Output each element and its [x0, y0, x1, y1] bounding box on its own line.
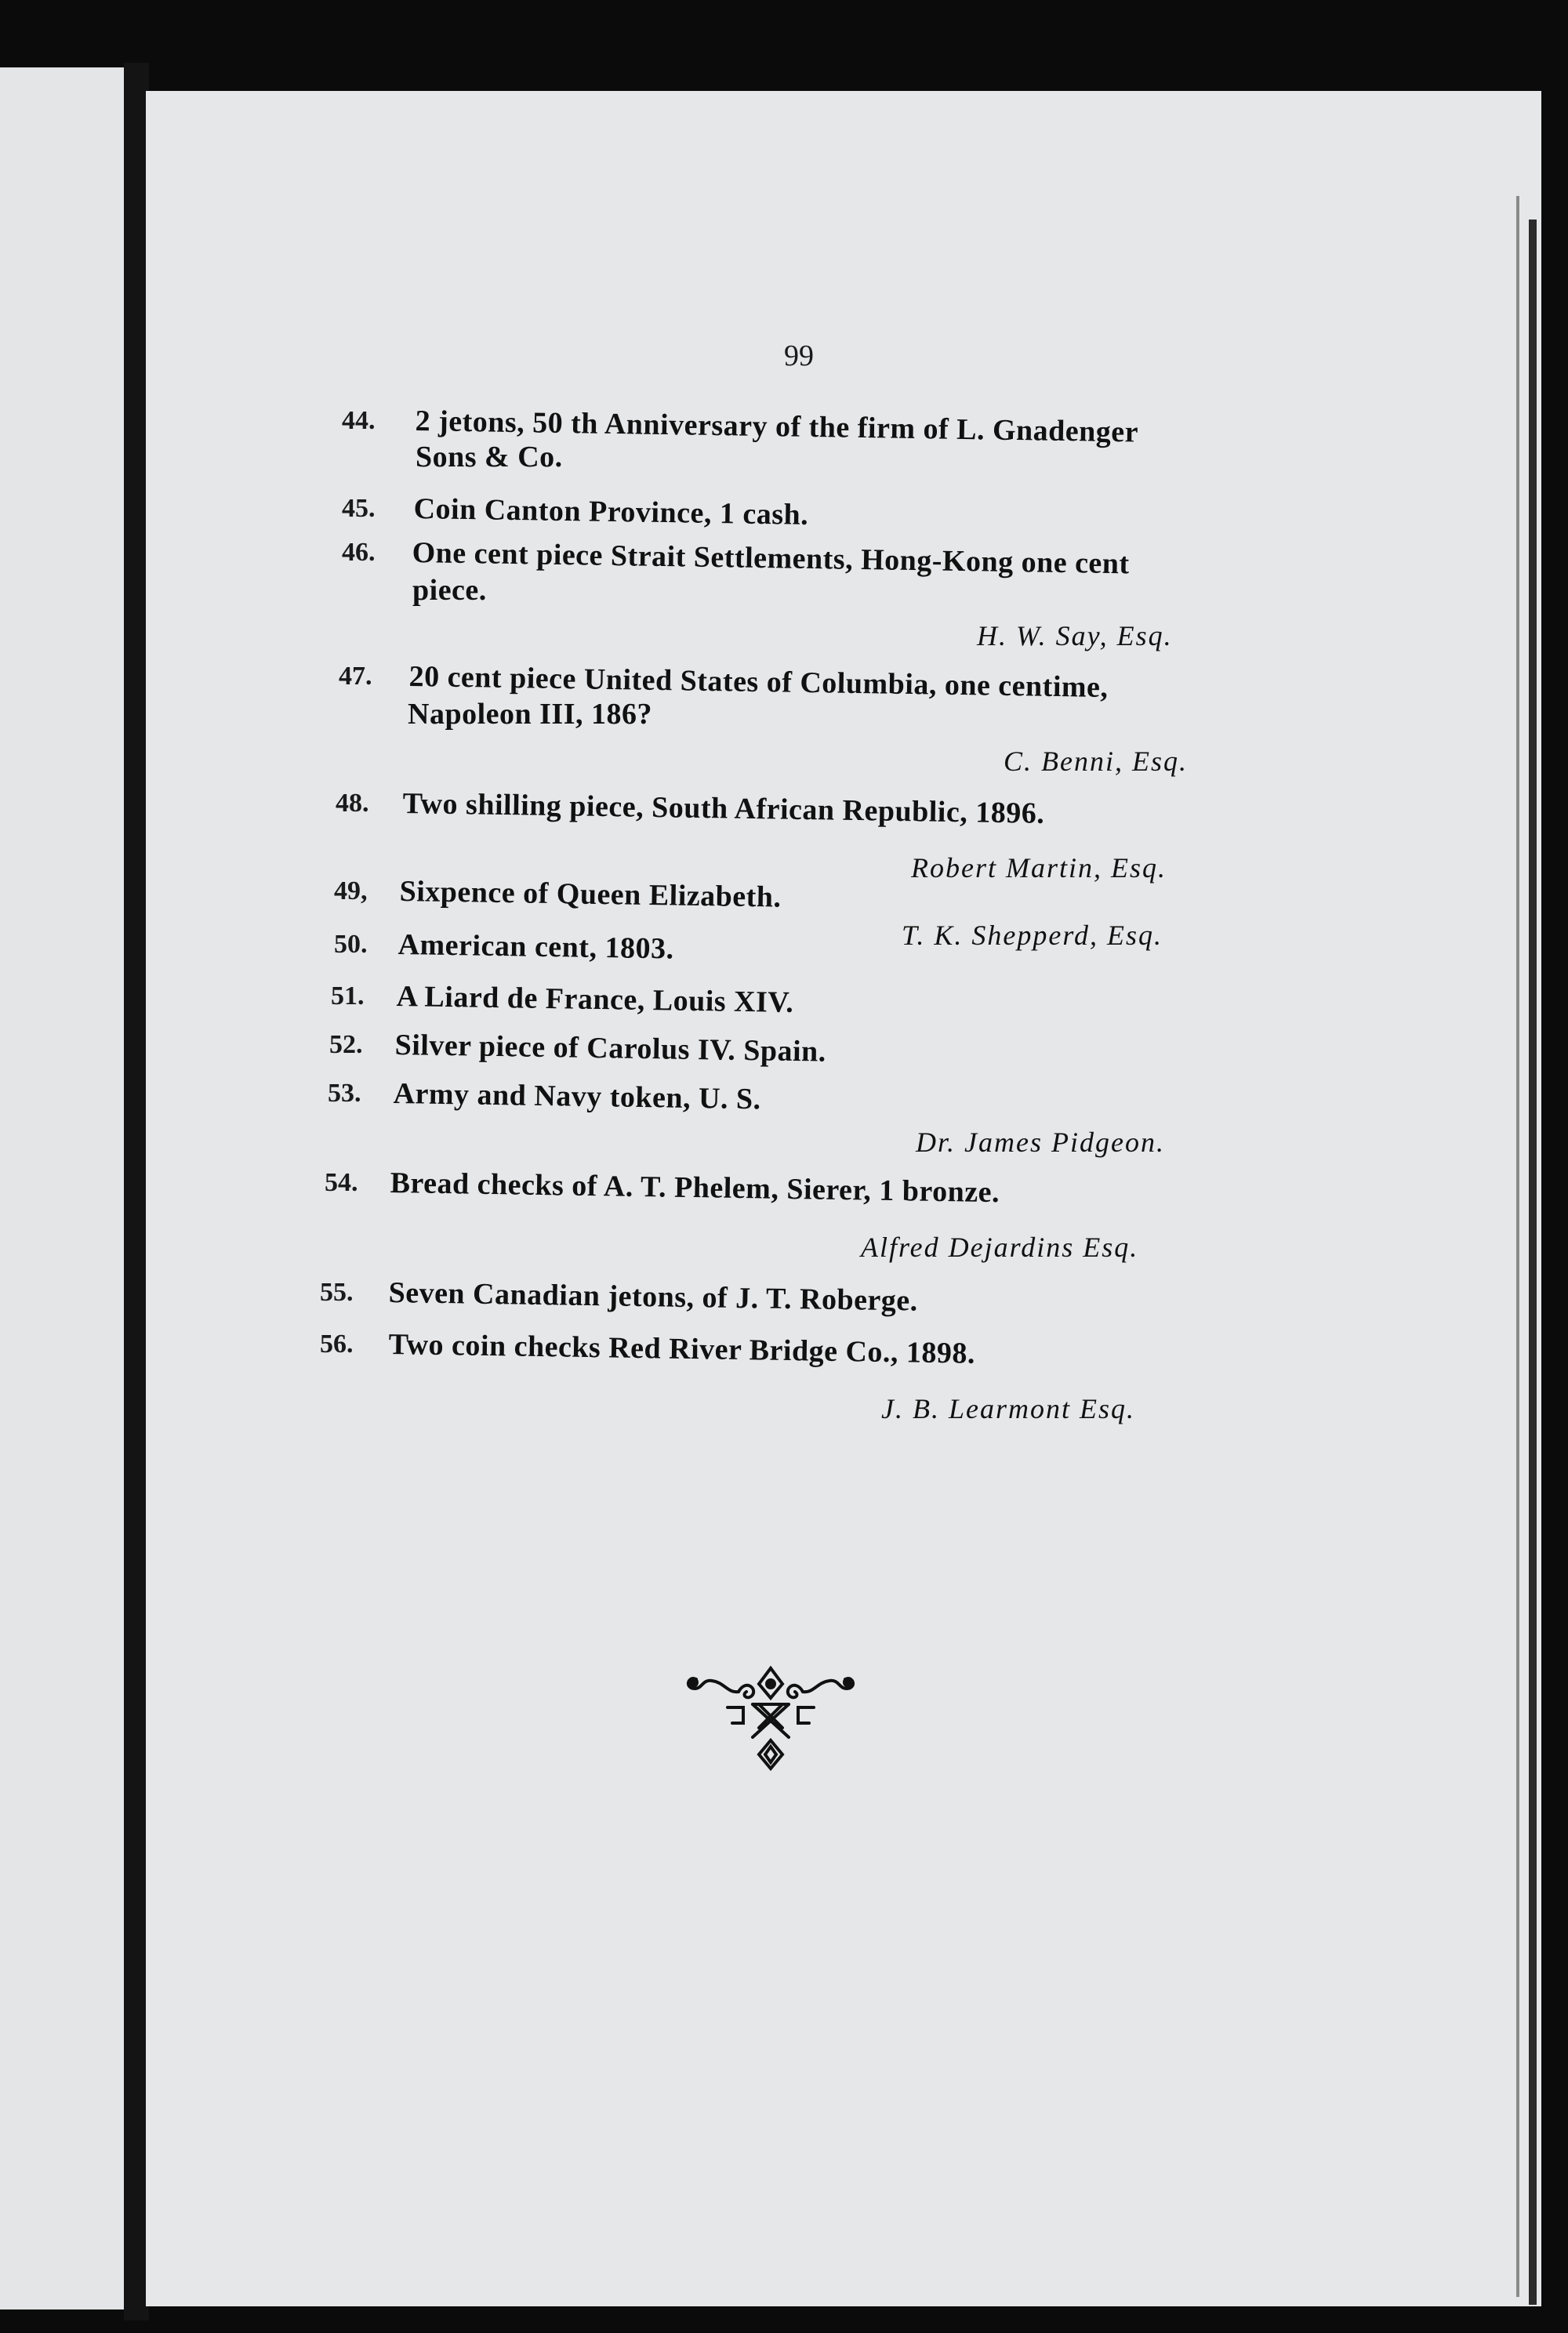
- entry-number: 46.: [342, 538, 376, 567]
- entry-number: 52.: [329, 1030, 363, 1059]
- entry-number: 51.: [331, 981, 365, 1010]
- entry-text: American cent, 1803.: [397, 927, 674, 966]
- entry-text-continued: Sons & Co.: [416, 441, 563, 473]
- entry-text: A Liard de France, Louis XIV.: [396, 979, 794, 1019]
- donor-name: Robert Martin, Esq.: [911, 852, 1167, 883]
- entry-text-continued: Napoleon III, 186?: [408, 698, 652, 731]
- donor-name: J. B. Learmont Esq.: [881, 1393, 1135, 1424]
- floral-tailpiece-ornament-icon: [681, 1662, 861, 1787]
- donor-name: T. K. Shepperd, Esq.: [902, 920, 1163, 951]
- entry-text: 20 cent piece United States of Columbia, one centime,: [408, 659, 1109, 705]
- entry-text: Silver piece of Carolus IV. Spain.: [394, 1028, 827, 1069]
- entry-number: 49,: [334, 876, 368, 905]
- entry-text: Coin Canton Province, 1 cash.: [413, 492, 809, 532]
- entry-number: 44.: [342, 406, 376, 435]
- donor-name: Dr. James Pidgeon.: [916, 1127, 1165, 1158]
- page-number: 99: [784, 339, 814, 372]
- donor-name: H. W. Say, Esq.: [977, 620, 1173, 651]
- entry-text: Sixpence of Queen Elizabeth.: [399, 874, 782, 914]
- entry-text: 2 jetons, 50 th Anniversary of the firm of L. Gnadenger: [415, 404, 1139, 449]
- entry-number: 47.: [339, 662, 372, 691]
- entry-number: 54.: [325, 1168, 358, 1197]
- entry-text: One cent piece Strait Settlements, Hong-Kong one cent: [412, 535, 1130, 581]
- page-edge-line: [1516, 196, 1519, 2297]
- entry-number: 50.: [334, 930, 368, 959]
- entry-number: 55.: [320, 1278, 354, 1307]
- entry-text: Army and Navy token, U. S.: [393, 1076, 761, 1116]
- entry-text: Bread checks of A. T. Phelem, Sierer, 1 bronze.: [390, 1166, 1000, 1210]
- page-edge-shadow: [1529, 220, 1537, 2305]
- entry-text: Seven Canadian jetons, of J. T. Roberge.: [388, 1275, 919, 1318]
- entry-number: 45.: [342, 494, 376, 523]
- donor-name: C. Benni, Esq.: [1004, 746, 1188, 777]
- left-page-edge: [0, 67, 124, 2309]
- entry-text: Two shilling piece, South African Republic, 1896.: [402, 786, 1045, 830]
- entry-text: Two coin checks Red River Bridge Co., 1898.: [388, 1327, 976, 1370]
- entry-number: 48.: [336, 789, 369, 818]
- entry-text-continued: piece.: [412, 574, 487, 607]
- donor-name: Alfred Dejardins Esq.: [861, 1232, 1139, 1263]
- entry-number: 53.: [328, 1079, 361, 1108]
- entry-number: 56.: [320, 1330, 354, 1359]
